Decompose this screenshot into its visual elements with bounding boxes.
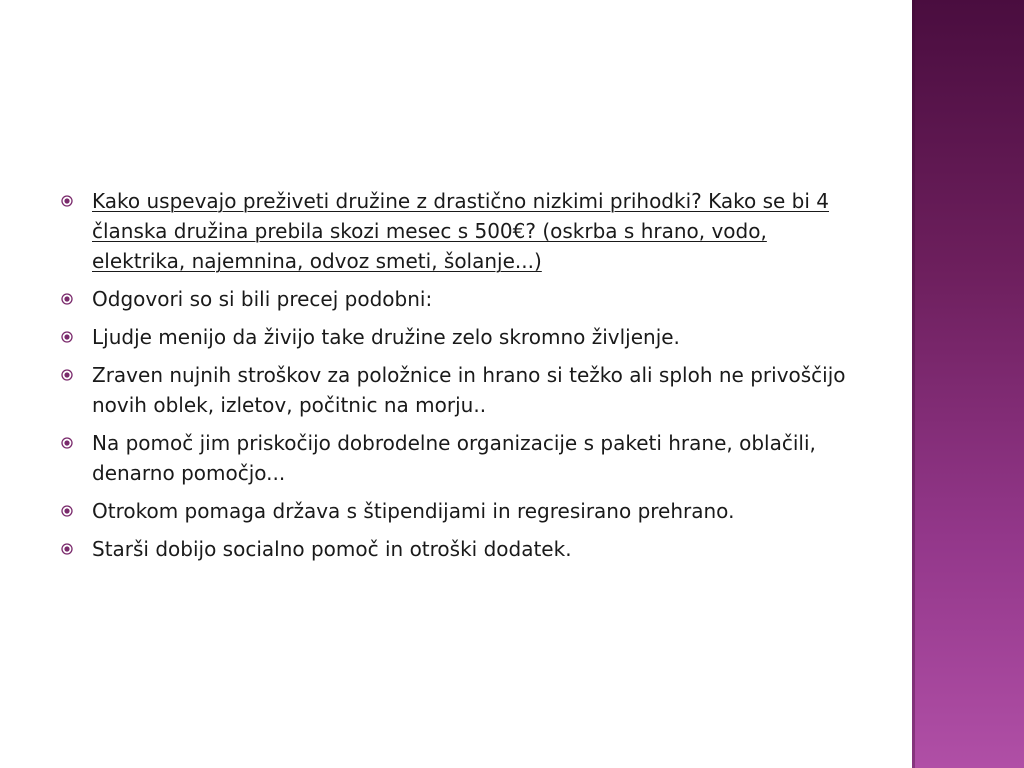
bullet-target-icon — [61, 293, 73, 305]
bullet-text: Ljudje menijo da živijo take družine zelo skromno življenje. — [92, 325, 680, 349]
bullet-target-icon — [61, 195, 73, 207]
bullet-item — [60, 186, 860, 276]
decorative-sidebar — [912, 0, 1024, 768]
bullet-target-icon — [61, 505, 73, 517]
bullet-text: Odgovori so si bili precej podobni: — [92, 287, 433, 311]
bullet-target-icon — [61, 369, 73, 381]
bullet-item — [60, 284, 860, 314]
bullet-item — [60, 428, 860, 488]
bullet-text: Na pomoč jim priskočijo dobrodelne organizacije s paketi hrane, oblačili, denarno pomočjo... — [92, 431, 816, 485]
bullet-text-question: Kako uspevajo preživeti družine z drastično nizkimi prihodki? Kako se bi 4 članska družina prebila skozi mesec s 500€? (oskrba s hrano, vodo, elektrika, najemnina, odvoz smeti, šolanje...) — [92, 189, 830, 273]
bullet-item — [60, 534, 860, 564]
bullet-item — [60, 496, 860, 526]
bullet-text: Otrokom pomaga država s štipendijami in regresirano prehrano. — [92, 499, 735, 523]
bullet-target-icon — [61, 331, 73, 343]
bullet-text: Starši dobijo socialno pomoč in otroški dodatek. — [92, 537, 572, 561]
bullet-target-icon — [61, 543, 73, 555]
slide-content — [60, 186, 860, 572]
bullet-list — [60, 186, 860, 564]
sidebar-edge — [912, 0, 915, 768]
bullet-text: Zraven nujnih stroškov za položnice in hrano si težko ali sploh ne privoščijo novih oblek, izletov, počitnic na morju.. — [92, 363, 846, 417]
bullet-item — [60, 322, 860, 352]
bullet-item — [60, 360, 860, 420]
bullet-target-icon — [61, 437, 73, 449]
